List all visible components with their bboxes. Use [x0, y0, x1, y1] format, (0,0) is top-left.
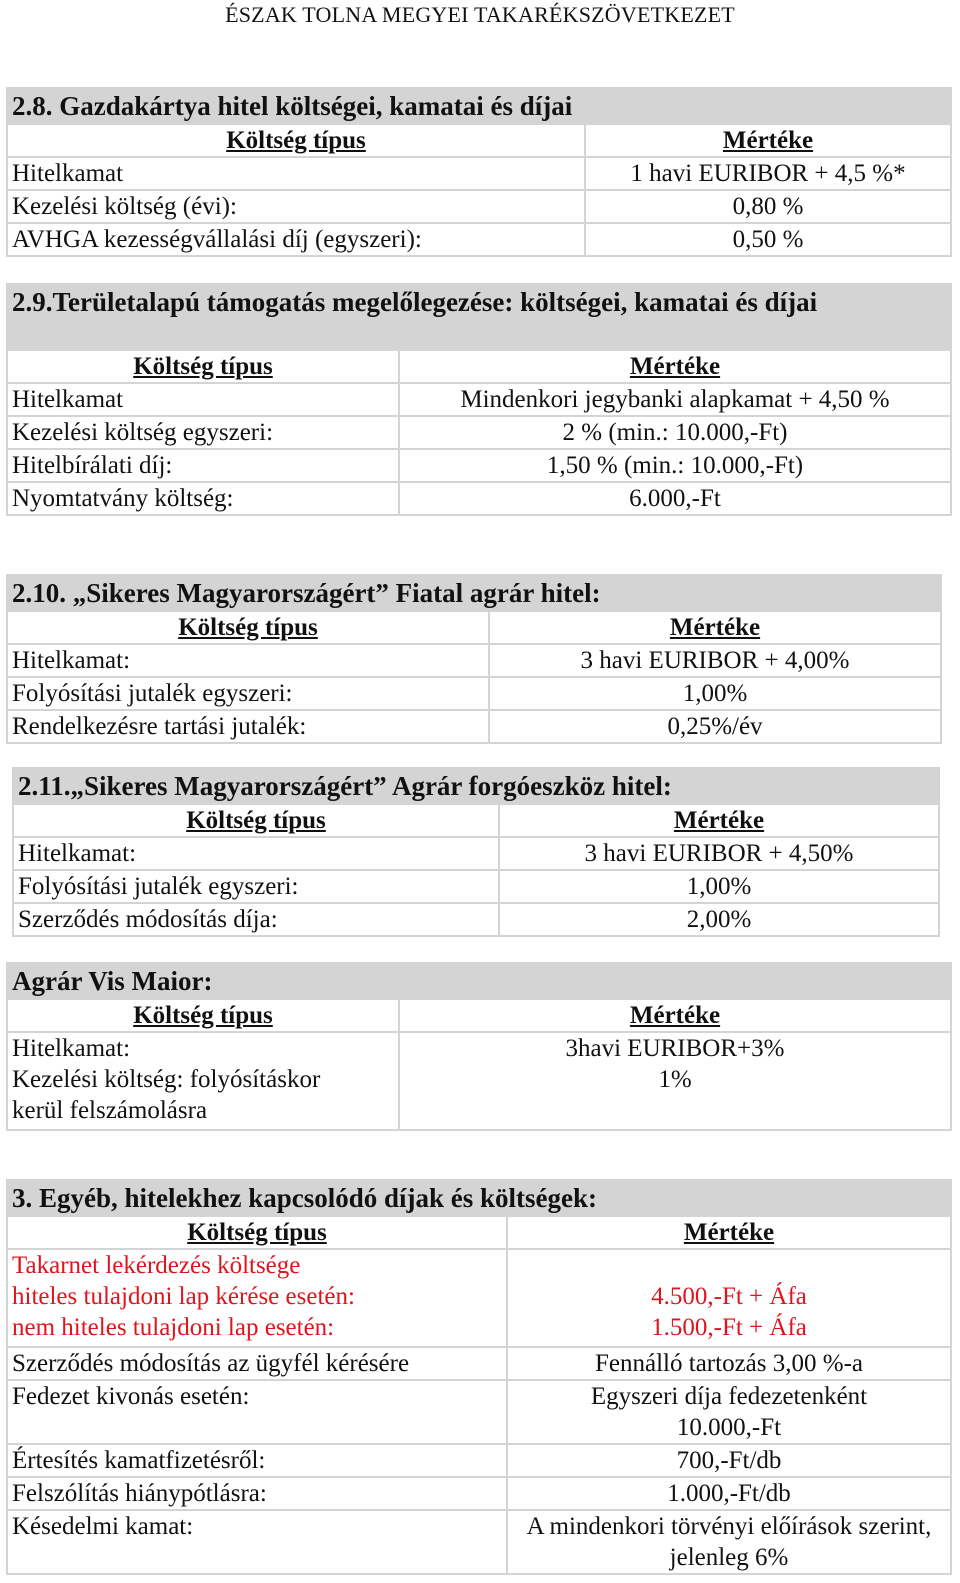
row-value: Mindenkori jegybanki alapkamat + 4,50 % [399, 383, 951, 416]
vis-maior-labels [7, 1032, 399, 1130]
row-value: 3havi EURIBOR+3% [565, 1035, 785, 1062]
table-gazdakartya [6, 87, 952, 257]
row-label: Késedelmi kamat: [7, 1510, 507, 1574]
row-label: nem hiteles tulajdoni lap esetén: [12, 1314, 335, 1341]
row-value: 1 havi EURIBOR + 4,5 %* [585, 157, 951, 190]
section-title-vis-maior: Agrár Vis Maior: [7, 963, 951, 999]
row-label: Szerződés módosítás díja: [13, 903, 499, 936]
row-value: 0,50 % [585, 223, 951, 256]
row-label: Kezelési költség: folyósításkor [12, 1066, 321, 1093]
row-label: Hitelkamat [7, 383, 399, 416]
row-value: Fennálló tartozás 3,00 %-a [507, 1347, 951, 1380]
column-header-measure: Mértéke [399, 999, 951, 1032]
row-value: 4.500,-Ft + Áfa [651, 1283, 807, 1310]
column-header-type: Költség típus [7, 350, 399, 383]
column-header-type: Költség típus [13, 804, 499, 837]
row-value: 2 % (min.: 10.000,-Ft) [399, 416, 951, 449]
row-label: Szerződés módosítás az ügyfél kérésére [7, 1347, 507, 1380]
row-value: 1% [658, 1066, 692, 1093]
row-value: 2,00% [499, 903, 939, 936]
column-header-measure: Mértéke [499, 804, 939, 837]
column-header-type: Költség típus [7, 124, 585, 157]
row-value: 700,-Ft/db [507, 1444, 951, 1477]
column-header-type: Költség típus [7, 1216, 507, 1249]
row-label: Fedezet kivonás esetén: [7, 1380, 507, 1444]
takarnet-labels [7, 1249, 507, 1347]
table-vis-maior [6, 962, 952, 1131]
row-value: 3 havi EURIBOR + 4,00% [489, 644, 941, 677]
row-label: Felszólítás hiánypótlásra: [7, 1477, 507, 1510]
row-label: Értesítés kamatfizetésről: [7, 1444, 507, 1477]
row-value: 1.500,-Ft + Áfa [651, 1314, 807, 1341]
row-label: Kezelési költség egyszeri: [7, 416, 399, 449]
table-fiatal-agrar [6, 574, 942, 744]
row-label: Hitelbírálati díj: [7, 449, 399, 482]
row-label: Hitelkamat: [13, 837, 499, 870]
section-title-2-8: 2.8. Gazdakártya hitel költségei, kamatai és díjai [7, 88, 951, 124]
vis-maior-values [399, 1032, 951, 1130]
row-label: hiteles tulajdoni lap kérése esetén: [12, 1283, 355, 1310]
column-header-type: Költség típus [7, 611, 489, 644]
row-value: Egyszeri díja fedezetenként 10.000,-Ft [507, 1380, 951, 1444]
row-label: AVHGA kezességvállalási díj (egyszeri): [7, 223, 585, 256]
row-value: 1.000,-Ft/db [507, 1477, 951, 1510]
row-value: 3 havi EURIBOR + 4,50% [499, 837, 939, 870]
row-value [508, 1250, 950, 1281]
row-value: 1,00% [499, 870, 939, 903]
takarnet-values [507, 1249, 951, 1347]
section-title-2-9: 2.9.Területalapú támogatás megelőlegezése: költségei, kamatai és díjai [7, 284, 951, 350]
row-label: Takarnet lekérdezés költsége [12, 1252, 301, 1279]
table-teruletalapu [6, 283, 952, 516]
row-label: kerül felszámolásra [12, 1097, 208, 1124]
row-label: Folyósítási jutalék egyszeri: [7, 677, 489, 710]
column-header-measure: Mértéke [489, 611, 941, 644]
column-header-measure: Mértéke [507, 1216, 951, 1249]
section-title-2-11: 2.11.„Sikeres Magyarországért” Agrár forgóeszköz hitel: [13, 768, 939, 804]
row-value: 0,80 % [585, 190, 951, 223]
row-value: 1,00% [489, 677, 941, 710]
row-label: Folyósítási jutalék egyszeri: [13, 870, 499, 903]
column-header-type: Költség típus [7, 999, 399, 1032]
column-header-measure: Mértéke [399, 350, 951, 383]
row-label: Hitelkamat: [7, 644, 489, 677]
row-value: 0,25%/év [489, 710, 941, 743]
row-label: Hitelkamat: [12, 1035, 131, 1062]
column-header-measure: Mértéke [585, 124, 951, 157]
section-title-3: 3. Egyéb, hitelekhez kapcsolódó díjak és költségek: [7, 1180, 951, 1216]
page-header: ÉSZAK TOLNA MEGYEI TAKARÉKSZÖVETKEZET [225, 2, 735, 27]
section-title-2-10: 2.10. „Sikeres Magyarországért” Fiatal agrár hitel: [7, 575, 941, 611]
row-label: Kezelési költség (évi): [7, 190, 585, 223]
table-egyeb-dijak [6, 1179, 952, 1575]
row-label: Rendelkezésre tartási jutalék: [7, 710, 489, 743]
row-label: Hitelkamat [7, 157, 585, 190]
row-value: A mindenkori törvényi előírások szerint, jelenleg 6% [507, 1510, 951, 1574]
table-forgoeszkoz [12, 767, 940, 937]
row-value: 6.000,-Ft [399, 482, 951, 515]
row-label: Nyomtatvány költség: [7, 482, 399, 515]
row-value: 1,50 % (min.: 10.000,-Ft) [399, 449, 951, 482]
